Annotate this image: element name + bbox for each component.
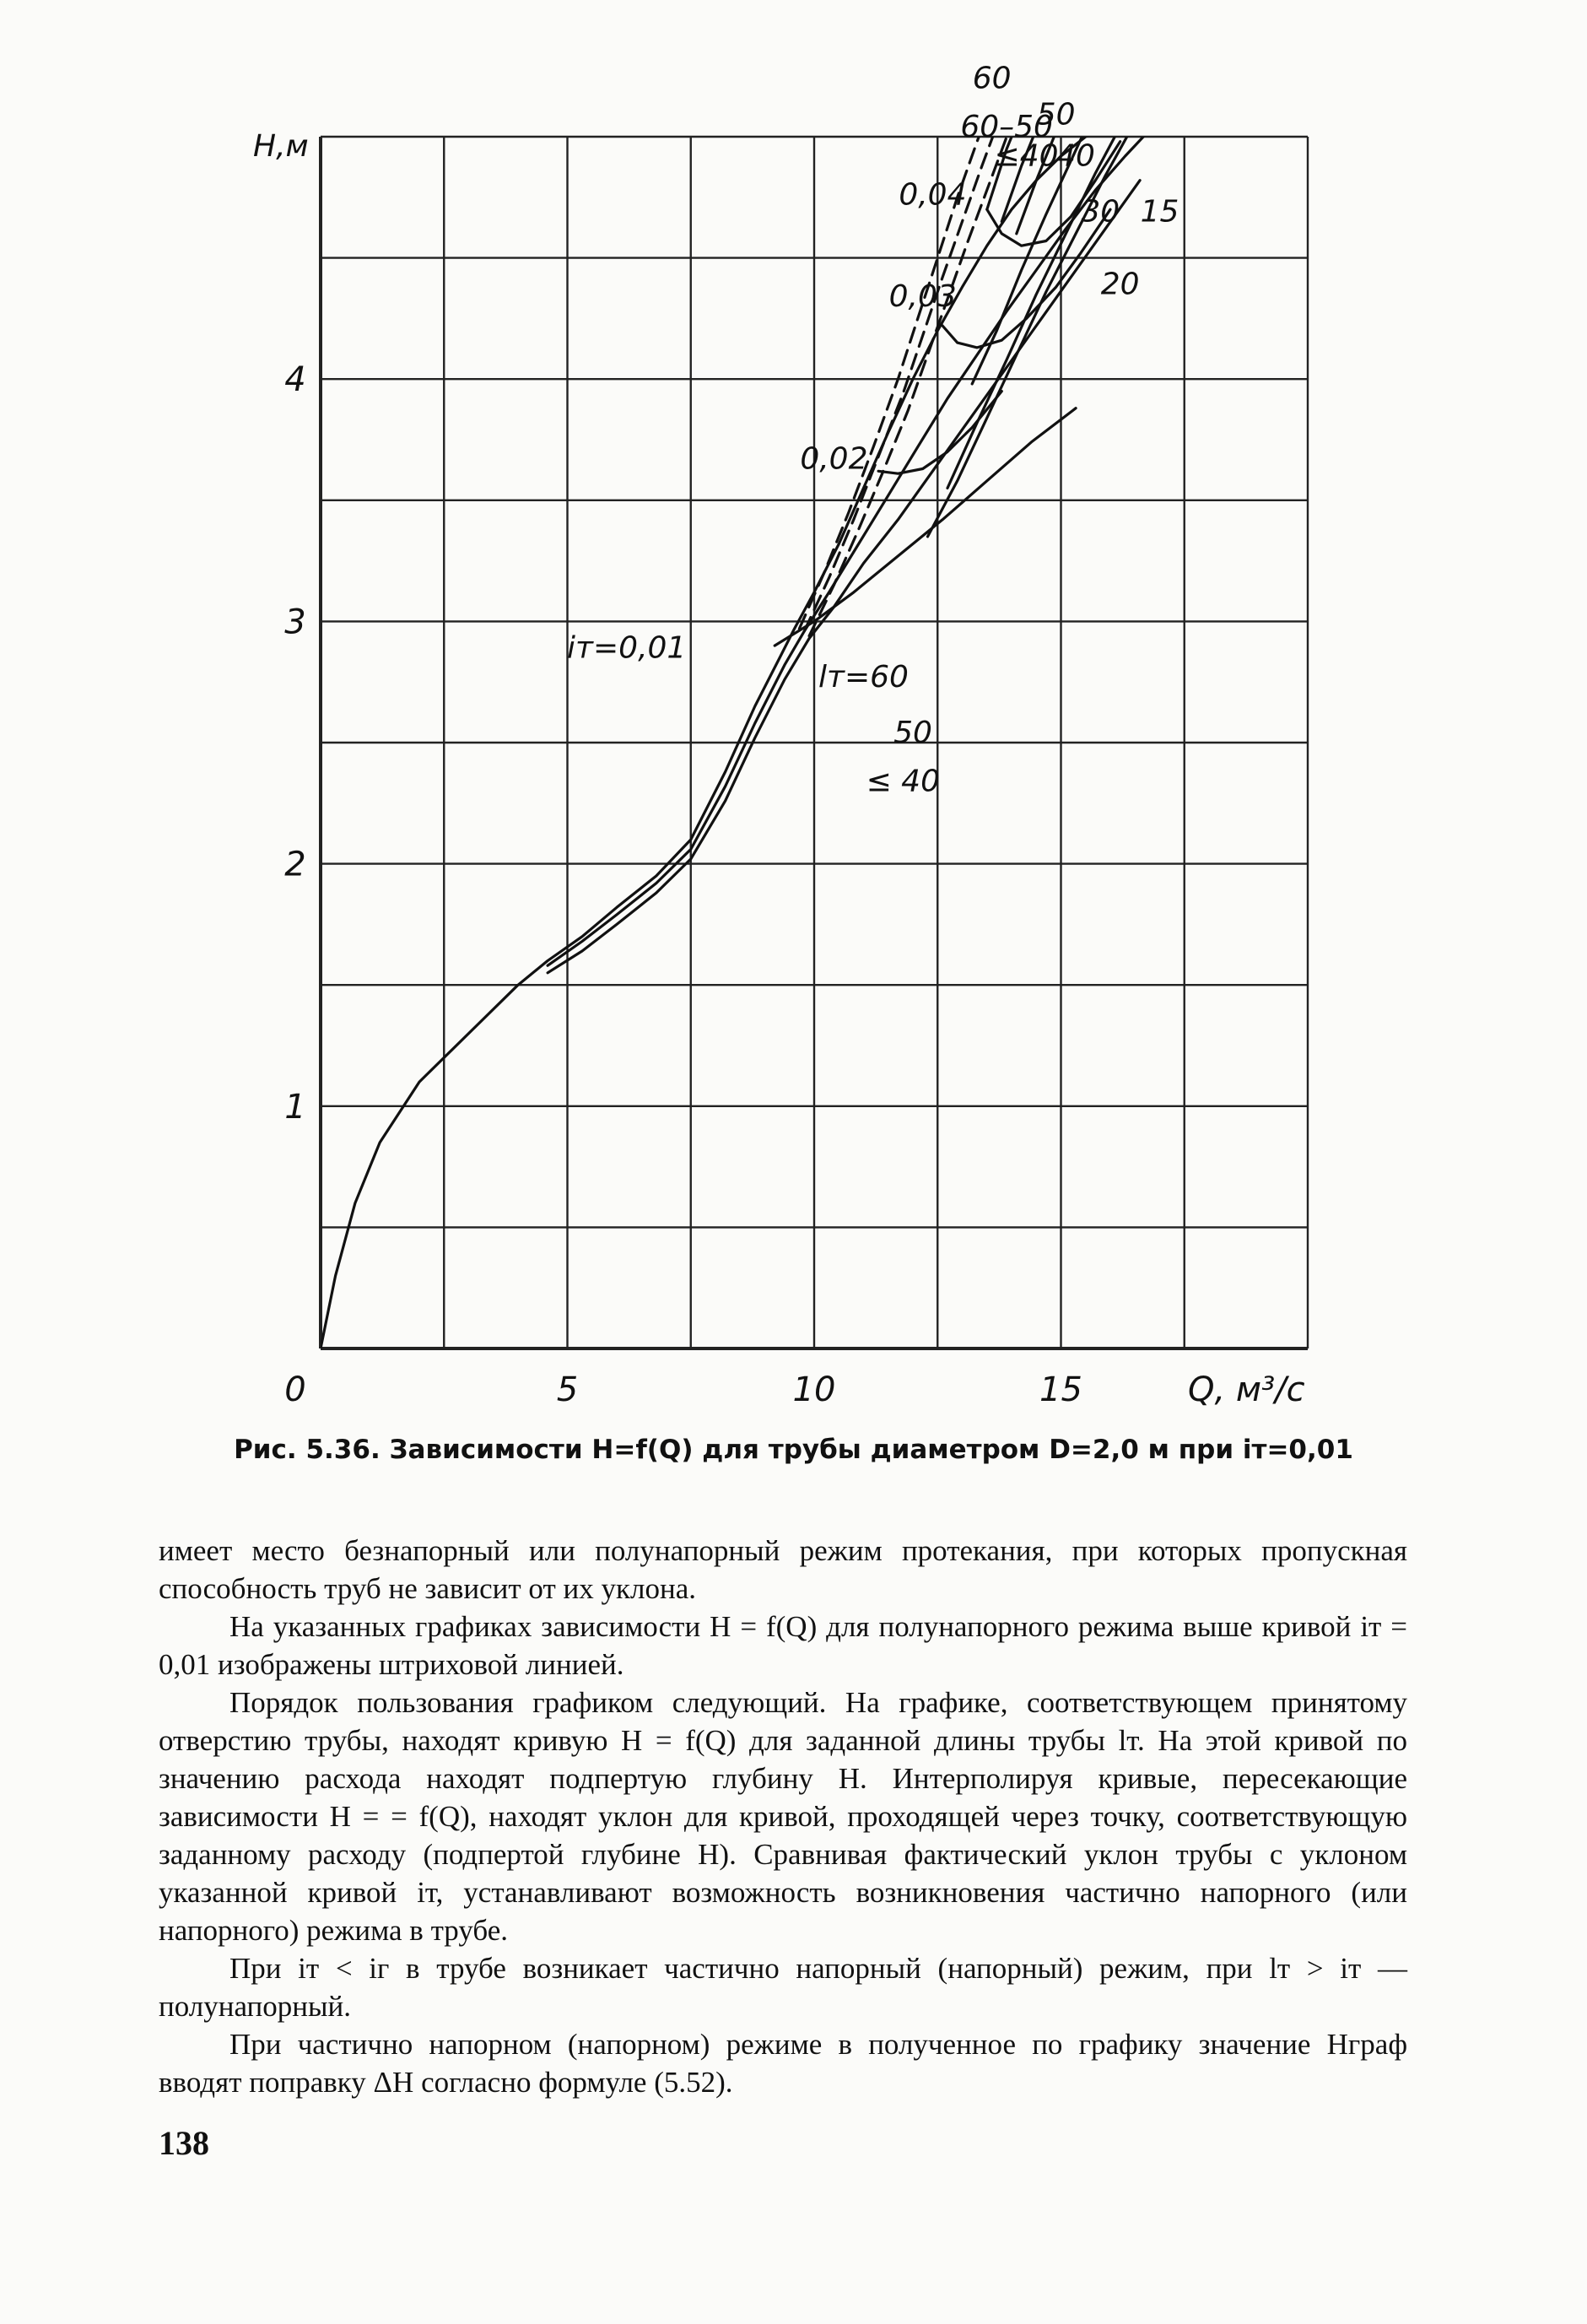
paragraph: Порядок пользования графиком следующий. На графике, соответствующем принятому отверстию трубы, находят кривую H = f(Q) для заданной длины трубы lт. На этой кривой по значению расхода находят подпертую глубину H. Интерполируя кривые, пересекающие зависимости H = = f(Q), находят уклон для кривой, проходящей через точку, соответствующую заданному расходу (подпертой глубине H). Сравнивая фактический уклон трубы с уклоном указанной кривой iт, устанавливают возможность возникновения частично напорного (или напорного) режима в трубе. bbox=[159, 1686, 1407, 1947]
curve-annotation: 0,03 bbox=[888, 279, 957, 315]
body-text bbox=[159, 1532, 1407, 2101]
caption-text: Зависимости H=f(Q) для трубы диаметром D=2,0 м при iт=0,01 bbox=[389, 1435, 1353, 1465]
paragraph: При iт < iг в трубе возникает частично напорный (напорный) режим, при lт > iт — полунапорный. bbox=[159, 1952, 1407, 2023]
x-axis-label: Q, м³/с bbox=[1188, 1370, 1305, 1409]
y-tick-label: 1 bbox=[284, 1087, 306, 1127]
curve-annotation: 50 bbox=[893, 716, 932, 750]
paragraph: При частично напорном (напорном) режиме в полученное по графику значение Hграф вводят поправку ΔH согласно формуле (5.52). bbox=[159, 2028, 1407, 2099]
chart-annotations bbox=[567, 62, 1179, 799]
x-tick-label: 10 bbox=[792, 1370, 836, 1409]
curve-annotation: iт=0,01 bbox=[567, 630, 687, 666]
page-number: 138 bbox=[159, 2124, 209, 2162]
y-tick-label: 2 bbox=[284, 845, 306, 884]
figure-caption bbox=[0, 1435, 1587, 1465]
curve-annotation: 60–50 bbox=[960, 110, 1053, 144]
x-tick-label: 5 bbox=[556, 1370, 579, 1409]
paragraph: имеет место безнапорный или полунапорный режим протекания, при которых пропускная способность труб не зависит от их уклона. bbox=[159, 1534, 1407, 1605]
curve-annotation: 40 bbox=[1056, 138, 1095, 174]
caption-label: Рис. 5.36. bbox=[234, 1435, 381, 1465]
curve-annotation: ≤ 40 bbox=[866, 764, 941, 799]
curve-annotation: 15 bbox=[1140, 194, 1179, 230]
curve-annotation: 0,04 bbox=[899, 177, 967, 213]
x-tick-label: 15 bbox=[1039, 1370, 1082, 1409]
curve-annotation: 0,02 bbox=[800, 441, 868, 477]
chart-ticks bbox=[284, 360, 1082, 1409]
chart-grid bbox=[321, 137, 1308, 1348]
y-tick-label: 3 bbox=[284, 603, 306, 642]
x-tick-label: 0 bbox=[284, 1370, 306, 1409]
y-axis-label: H,м bbox=[253, 129, 309, 164]
chart-curves bbox=[321, 15, 1190, 1348]
curve-annotation: 20 bbox=[1100, 267, 1140, 302]
curve-annotation: ≤40 bbox=[994, 138, 1059, 174]
curve-annotation: 30 bbox=[1081, 194, 1120, 230]
curve-annotation: 50 bbox=[1036, 97, 1076, 132]
curve-annotation: 60 bbox=[972, 61, 1012, 96]
paragraph: На указанных графиках зависимости H = f(Q) для полунапорного режима выше кривой iт = 0,01 изображены штриховой линией. bbox=[159, 1610, 1407, 1681]
y-tick-label: 4 bbox=[284, 360, 306, 400]
curve-annotation: lт=60 bbox=[818, 659, 909, 694]
series-line bbox=[548, 181, 1140, 973]
